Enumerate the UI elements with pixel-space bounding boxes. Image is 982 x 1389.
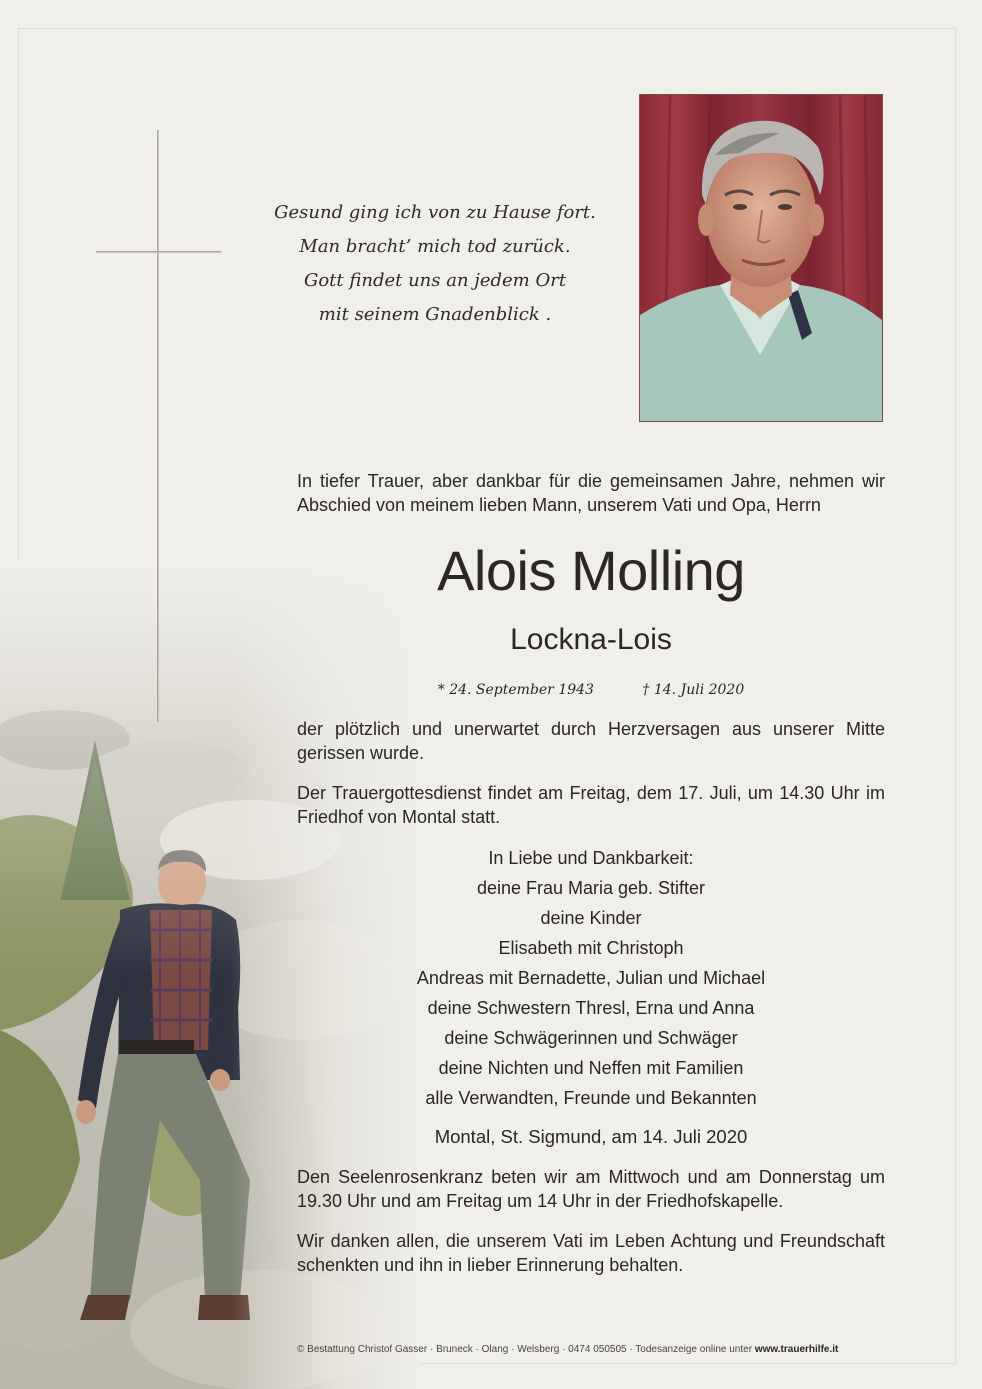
deceased-nickname: Lockna-Lois — [510, 623, 672, 656]
mourner-line: Elisabeth mit Christoph — [498, 938, 684, 958]
poem-line: Gott findet uns an jedem Ort — [303, 270, 567, 291]
cross-vertical-bar — [157, 130, 159, 722]
death-date: † 14. Juli 2020 — [642, 682, 745, 698]
place-date: Montal, St. Sigmund, am 14. Juli 2020 — [434, 1126, 748, 1147]
deceased-name: Alois Molling — [437, 539, 745, 602]
intro-text: In tiefer Trauer, aber dankbar für die gemeinsamen Jahre, nehmen wir Abschied von meinem lieben Mann, unserem Vati und Opa, Herrn — [297, 471, 885, 515]
funeral-paragraph: Der Trauergottesdienst findet am Freitag, dem 17. Juli, um 14.30 Uhr im Friedhof von Montal statt. — [297, 783, 885, 827]
footer — [297, 1343, 877, 1357]
mourner-line: deine Schwestern Thresl, Erna und Anna — [427, 998, 755, 1018]
death-note-paragraph: der plötzlich und unerwartet durch Herzversagen aus unserer Mitte gerissen wurde. — [297, 719, 885, 763]
poem-line: Gesund ging ich von zu Hause fort. — [274, 202, 596, 223]
mourner-line: deine Frau Maria geb. Stifter — [476, 878, 706, 898]
thanks-paragraph: Wir danken allen, die unserem Vati im Leben Achtung und Freundschaft schenkten und ihn in lieber Erinnerung behalten. — [297, 1231, 885, 1275]
birth-date: * 24. September 1943 — [437, 682, 594, 698]
life-dates — [297, 680, 885, 700]
footer-text: © Bestattung Christof Gasser · Bruneck · Olang · Welsberg · 0474 050505 · Todesanzeige online unter — [297, 1344, 755, 1355]
poem-line: Man bracht’ mich tod zurück. — [299, 236, 571, 257]
footer-link[interactable]: www.trauerhilfe.it — [754, 1344, 839, 1355]
mourners-list — [297, 843, 885, 1113]
mourner-line: deine Kinder — [540, 908, 642, 928]
mourner-line: alle Verwandten, Freunde und Bekannten — [425, 1088, 757, 1108]
poem-line: mit seinem Gnadenblick . — [318, 304, 552, 325]
cross-horizontal-bar — [96, 251, 221, 253]
mourner-line: deine Schwägerinnen und Schwäger — [444, 1028, 738, 1048]
portrait-photo — [639, 94, 883, 422]
rosary-paragraph: Den Seelenrosenkranz beten wir am Mittwoch und am Donnerstag um 19.30 Uhr und am Freitag um 14 Uhr in der Friedhofskapelle. — [297, 1167, 885, 1211]
mourner-line: deine Nichten und Neffen mit Familien — [438, 1058, 744, 1078]
poem — [240, 196, 630, 332]
mourners-heading: In Liebe und Dankbarkeit: — [488, 848, 694, 868]
mourner-line: Andreas mit Bernadette, Julian und Michael — [416, 968, 766, 988]
